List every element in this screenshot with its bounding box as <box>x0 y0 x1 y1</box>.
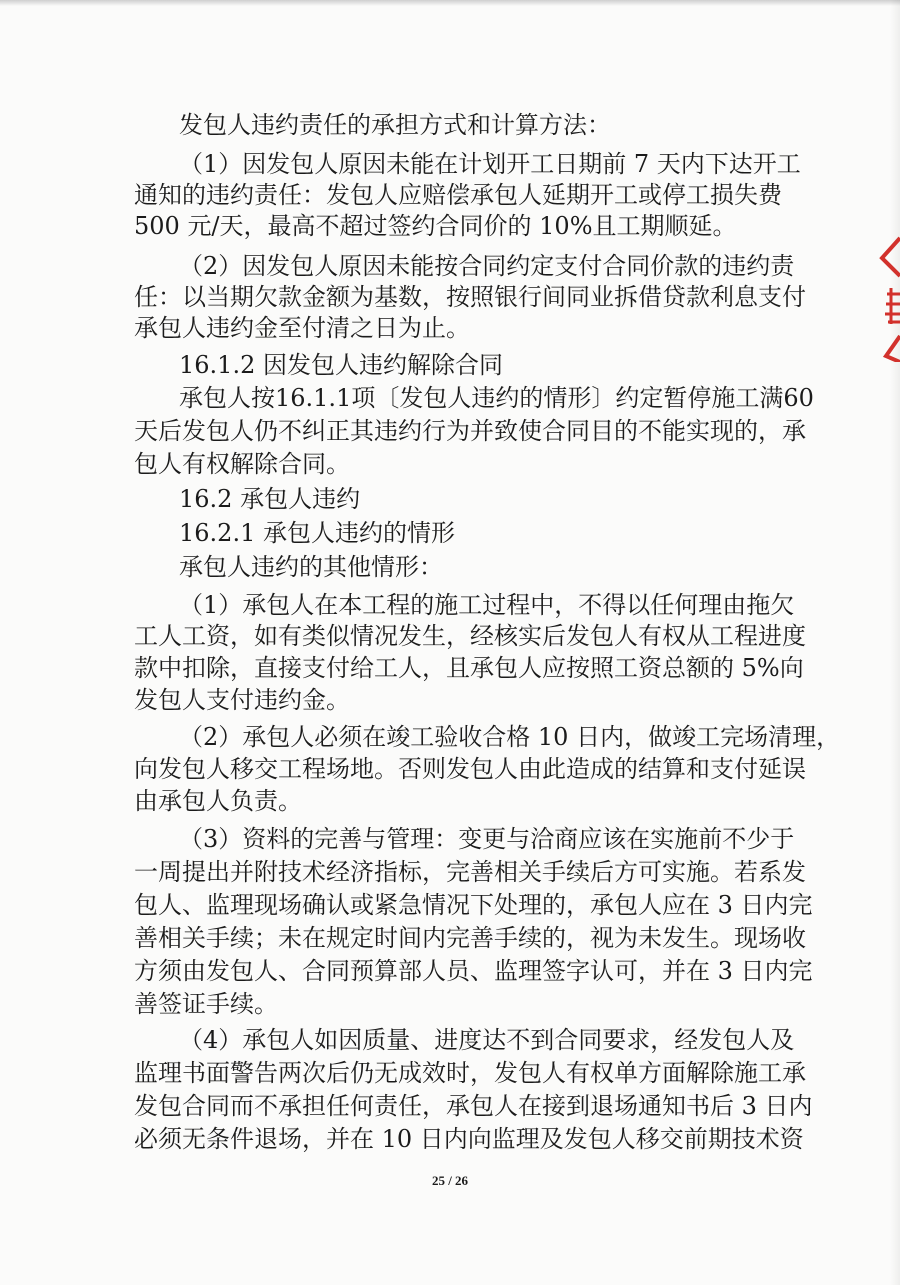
paragraph-line: 善签证手续。 <box>134 990 278 1018</box>
paragraph-line: 向发包人移交工程场地。否则发包人由此造成的结算和支付延误 <box>134 755 806 783</box>
paragraph-heading: 发包人违约责任的承担方式和计算方法： <box>179 111 611 139</box>
paragraph-line: 工人工资，如有类似情况发生，经核实后发包人有权从工程进度 <box>134 622 806 650</box>
paragraph-line: （2）承包人必须在竣工验收合格 10 日内，做竣工完场清理， <box>179 723 841 751</box>
paragraph-line: 款中扣除，直接支付给工人，且承包人应按照工资总额的 5%向 <box>134 654 804 682</box>
section-heading: 16.2.1 承包人违约的情形 <box>179 519 455 547</box>
paragraph-line: 承包人违约的其他情形： <box>179 553 443 581</box>
paragraph-line: （4）承包人如因质量、进度达不到合同要求，经发包人及 <box>179 1026 795 1054</box>
paragraph-line: 发包合同而不承担任何责任，承包人在接到退场通知书后 3 日内 <box>134 1092 813 1120</box>
paragraph-line: 通知的违约责任：发包人应赔偿承包人延期开工或停工损失费 <box>134 181 782 209</box>
paragraph-line: 一周提出并附技术经济指标，完善相关手续后方可实施。若系发 <box>134 858 806 886</box>
paragraph-line: 善相关手续；未在规定时间内完善手续的，视为未发生。现场收 <box>134 924 806 952</box>
paragraph-line: 方须由发包人、合同预算部人员、监理签字认可，并在 3 日内完 <box>134 957 813 985</box>
paragraph-line: 由承包人负责。 <box>134 787 302 815</box>
page-number: 25 / 26 <box>431 1173 469 1188</box>
paragraph-line: 天后发包人仍不纠正其违约行为并致使合同目的不能实现的，承 <box>134 417 806 445</box>
paragraph-line: 包人、监理现场确认或紧急情况下处理的，承包人应在 3 日内完 <box>134 891 813 919</box>
paragraph-line: （2）因发包人原因未能按合同约定支付合同价款的违约责 <box>179 252 795 280</box>
section-heading: 16.1.2 因发包人违约解除合同 <box>179 351 503 379</box>
paragraph-line: 任：以当期欠款金额为基数，按照银行间同业拆借贷款利息支付 <box>134 283 806 311</box>
paragraph-line: 监理书面警告两次后仍无成效时，发包人有权单方面解除施工承 <box>134 1059 806 1087</box>
section-heading: 16.2 承包人违约 <box>179 485 361 513</box>
paragraph-line: （1）承包人在本工程的施工过程中，不得以任何理由拖欠 <box>179 591 795 619</box>
paragraph-line: （3）资料的完善与管理：变更与洽商应该在实施前不少于 <box>179 825 795 853</box>
paragraph-line: 必须无条件退场，并在 10 日内向监理及发包人移交前期技术资 <box>134 1125 804 1153</box>
paragraph-line: （1）因发包人原因未能在计划开工日期前 7 天内下达开工 <box>179 150 801 178</box>
paragraph-line: 500 元/天，最高不超过签约合同价的 10%且工期顺延。 <box>134 212 737 240</box>
paragraph-line: 承包人按16.1.1项〔发包人违约的情形〕约定暂停施工满60 <box>179 384 814 412</box>
paragraph-line: 包人有权解除合同。 <box>134 450 350 478</box>
paragraph-line: 承包人违约金至付清之日为止。 <box>134 314 470 342</box>
paragraph-line: 发包人支付违约金。 <box>134 686 350 714</box>
